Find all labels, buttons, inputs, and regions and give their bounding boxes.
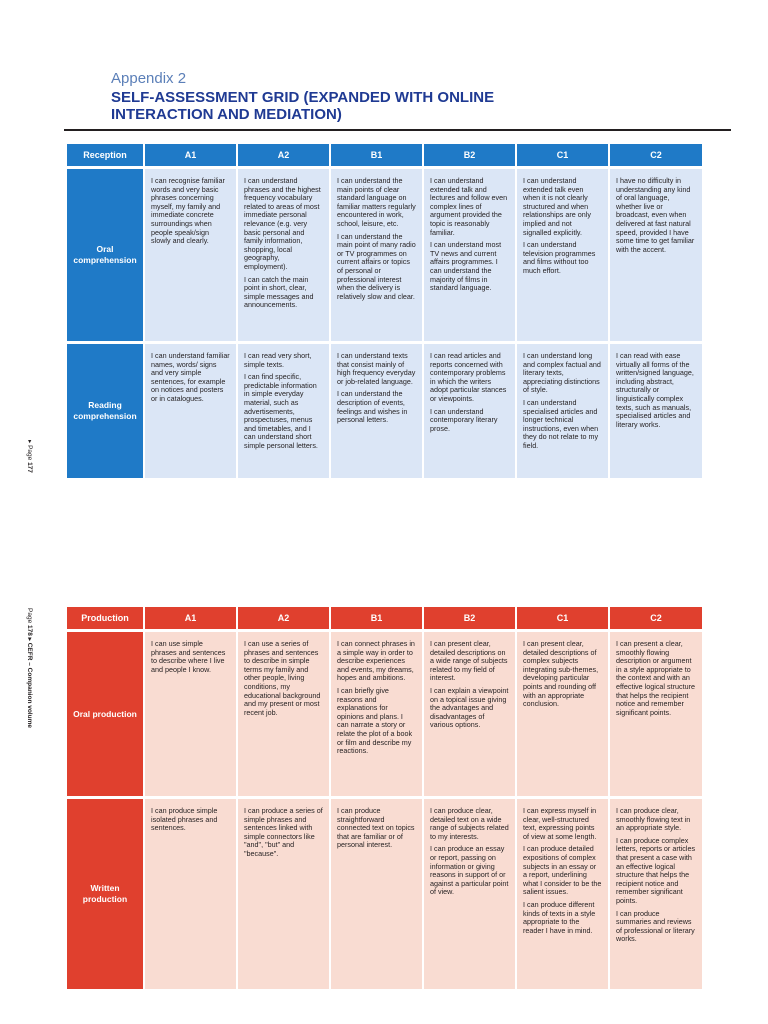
level-c1-header: C1 [517,144,608,166]
side-page-number: 178 [26,625,33,636]
descriptor-text: I can find specific, predictable information in simple everyday material, such as advertisements, prospectuses, menus and timetables, and I can understand short simple personal letters. [244,372,318,450]
descriptor-cell-a2 [238,344,329,478]
descriptor-text: I can produce simple isolated phrases and sentences. [151,806,218,833]
side-page-marker-177 [26,440,34,473]
appendix-label: Appendix 2 [111,70,187,87]
descriptor-cell-c1 [517,344,608,478]
descriptor-text: I can read with ease virtually all forms of the written/signed language, including abstract, structurally or linguistically complex texts, such as manuals, specialised articles and literary works. [616,351,694,429]
descriptor-text: I can understand extended talk even when it is not clearly structured and when relationships are only implied and not signalled explicitly. [523,176,591,237]
descriptor-cell-b1 [331,632,422,796]
level-a2-header: A2 [238,607,329,629]
descriptor-text: I can explain a viewpoint on a topical issue giving the advantages and disadvantages of various options. [430,685,509,730]
table-row [67,799,702,989]
descriptor-cell-a1 [145,169,236,341]
row-label: Oral comprehension [67,169,143,341]
descriptor-cell-c1 [517,799,608,989]
reception-heading: Reception [67,144,143,166]
row-label: Oral production [67,632,143,796]
descriptor-text: I can understand the main point of many radio or TV programmes on current affairs or topics of personal or professional interest when the delivery is relatively slow and clear. [337,231,416,301]
descriptor-text: I can produce clear, detailed text on a wide range of subjects related to my interests. [430,806,509,841]
descriptor-cell-b1 [331,344,422,478]
descriptor-text: I have no difficulty in understanding any kind of oral language, whether live or broadcast, even when delivered at fast natural speed, provided I have some time to get familiar with the accent. [616,176,695,254]
descriptor-text: I can understand contemporary literary prose. [430,406,498,433]
side-page-number: 177 [26,462,33,473]
descriptor-text: I can produce clear, smoothly flowing text in an appropriate style. [616,806,691,833]
descriptor-text: I can understand long and complex factual and literary texts, appreciating distinctions of style. [523,351,601,395]
descriptor-text: I can produce straightforward connected text on topics that are familiar or of personal interest. [337,806,415,850]
descriptor-cell-b2 [424,344,515,478]
reception-grid [65,144,704,478]
descriptor-cell-b2 [424,169,515,341]
descriptor-text: I can produce an essay or report, passing on information or giving reasons in support of or against a particular point of view. [430,844,509,897]
descriptor-cell-b1 [331,799,422,989]
descriptor-text: I can understand texts that consist mainly of high frequency everyday or job-related language. [337,351,416,386]
descriptor-text: I can present clear, detailed descriptions on a wide range of subjects related to my field of interest. [430,639,508,683]
descriptor-text: I can express myself in clear, well-structured text, expressing points of view at some length. [523,806,597,841]
descriptor-text: I can understand specialised articles and longer technical instructions, even when they do not relate to my field. [523,397,599,450]
level-b1-header: B1 [331,607,422,629]
descriptor-text: I can produce detailed expositions of complex subjects in an essay or a report, underlining what I consider to be the salient issues. [523,844,602,897]
descriptor-text: I can use a series of phrases and sentences to describe in simple terms my family and other people, living conditions, my educational background and my present or most recent job. [244,639,321,717]
level-c2-header: C2 [610,607,702,629]
side-page-label: Page [26,608,33,624]
level-b2-header: B2 [424,144,515,166]
descriptor-text: I can read very short, simple texts. [244,351,312,369]
descriptor-text: I can recognise familiar words and very basic phrases concerning myself, my family and immediate concrete surroundings when people speak/sign slowly and clearly. [151,176,225,246]
descriptor-cell-a1 [145,344,236,478]
production-heading: Production [67,607,143,629]
descriptor-text: I can understand television programmes and films without too much effort. [523,240,596,275]
level-a2-header: A2 [238,144,329,166]
descriptor-text: I can present clear, detailed descriptions of complex subjects integrating sub-themes, developing particular points and rounding off with an appropriate conclusion. [523,639,599,709]
descriptor-cell-b2 [424,632,515,796]
descriptor-text: I can produce different kinds of texts in a style appropriate to the reader I have in mind. [523,899,596,935]
side-page-marker-178 [26,608,34,728]
descriptor-text: I can briefly give reasons and explanations for opinions and plans. I can narrate a story or relate the plot of a book or film and describe my reactions. [337,685,413,756]
title-line-1: SELF-ASSESSMENT GRID (EXPANDED WITH ONLINE [111,89,495,106]
production-header-row [67,607,702,629]
descriptor-text: I can understand familiar names, words/ signs and very simple sentences, for example on notices and posters or in catalogues. [151,351,230,403]
descriptor-text: I can understand most TV news and current affairs programmes. I can understand the majority of films in standard language. [430,240,502,293]
descriptor-text: I can produce a series of simple phrases and sentences linked with simple connectors like "and", "but" and "because". [244,806,323,858]
row-label: Written production [67,799,143,989]
descriptor-text: I can read articles and reports concerned with contemporary problems in which the writers adopt particular stances or viewpoints. [430,351,507,403]
header-divider [64,129,731,131]
level-a1-header: A1 [145,144,236,166]
level-c1-header: C1 [517,607,608,629]
descriptor-cell-c2 [610,344,702,478]
table-row [67,632,702,796]
table-row [67,344,702,478]
descriptor-text: I can produce complex letters, reports or articles that present a case with an effective logical structure that helps the recipient notice and remember significant points. [616,835,696,905]
table-row [67,169,702,341]
descriptor-text: I can understand extended talk and lectures and follow even complex lines of argument provided the topic is reasonably familiar. [430,176,508,237]
descriptor-cell-b1 [331,169,422,341]
level-b1-header: B1 [331,144,422,166]
descriptor-text: I can understand the main points of clear standard language on familiar matters regularly encountered in work, school, leisure, etc. [337,176,416,228]
production-grid [65,607,704,989]
title-line-2: INTERACTION AND MEDIATION) [111,106,342,123]
descriptor-cell-a2 [238,632,329,796]
descriptor-cell-a1 [145,799,236,989]
level-b2-header: B2 [424,607,515,629]
side-volume-label: ▸ CEFR – Companion volume [26,637,33,728]
row-label: Reading comprehension [67,344,143,478]
descriptor-cell-c2 [610,169,702,341]
descriptor-text: I can connect phrases in a simple way in order to describe experiences and events, my dreams, hopes and ambitions. [337,639,415,683]
page-title [111,89,494,123]
reception-header-row [67,144,702,166]
descriptor-text: I can produce summaries and reviews of professional or literary works. [616,908,695,944]
level-a1-header: A1 [145,607,236,629]
descriptor-cell-c2 [610,799,702,989]
descriptor-cell-c2 [610,632,702,796]
level-c2-header: C2 [610,144,702,166]
descriptor-cell-a1 [145,632,236,796]
descriptor-text: I can understand the description of events, feelings and wishes in personal letters. [337,389,408,425]
side-page-label: ▸ Page [26,440,33,461]
descriptor-cell-c1 [517,169,608,341]
descriptor-text: I can understand phrases and the highest frequency vocabulary related to areas of most immediate personal relevance (e.g. very basic personal and family information, shopping, local geography, employment). [244,176,321,271]
descriptor-text: I can catch the main point in short, clear, simple messages and announcements. [244,274,314,310]
descriptor-text: I can present a clear, smoothly flowing description or argument in a style appropriate to the context and with an effective logical structure that helps the recipient notice and remember significant points. [616,639,695,717]
descriptor-cell-c1 [517,632,608,796]
descriptor-cell-a2 [238,799,329,989]
descriptor-cell-b2 [424,799,515,989]
descriptor-cell-a2 [238,169,329,341]
descriptor-text: I can use simple phrases and sentences to describe where I live and people I know. [151,639,226,674]
page-header [111,70,494,123]
